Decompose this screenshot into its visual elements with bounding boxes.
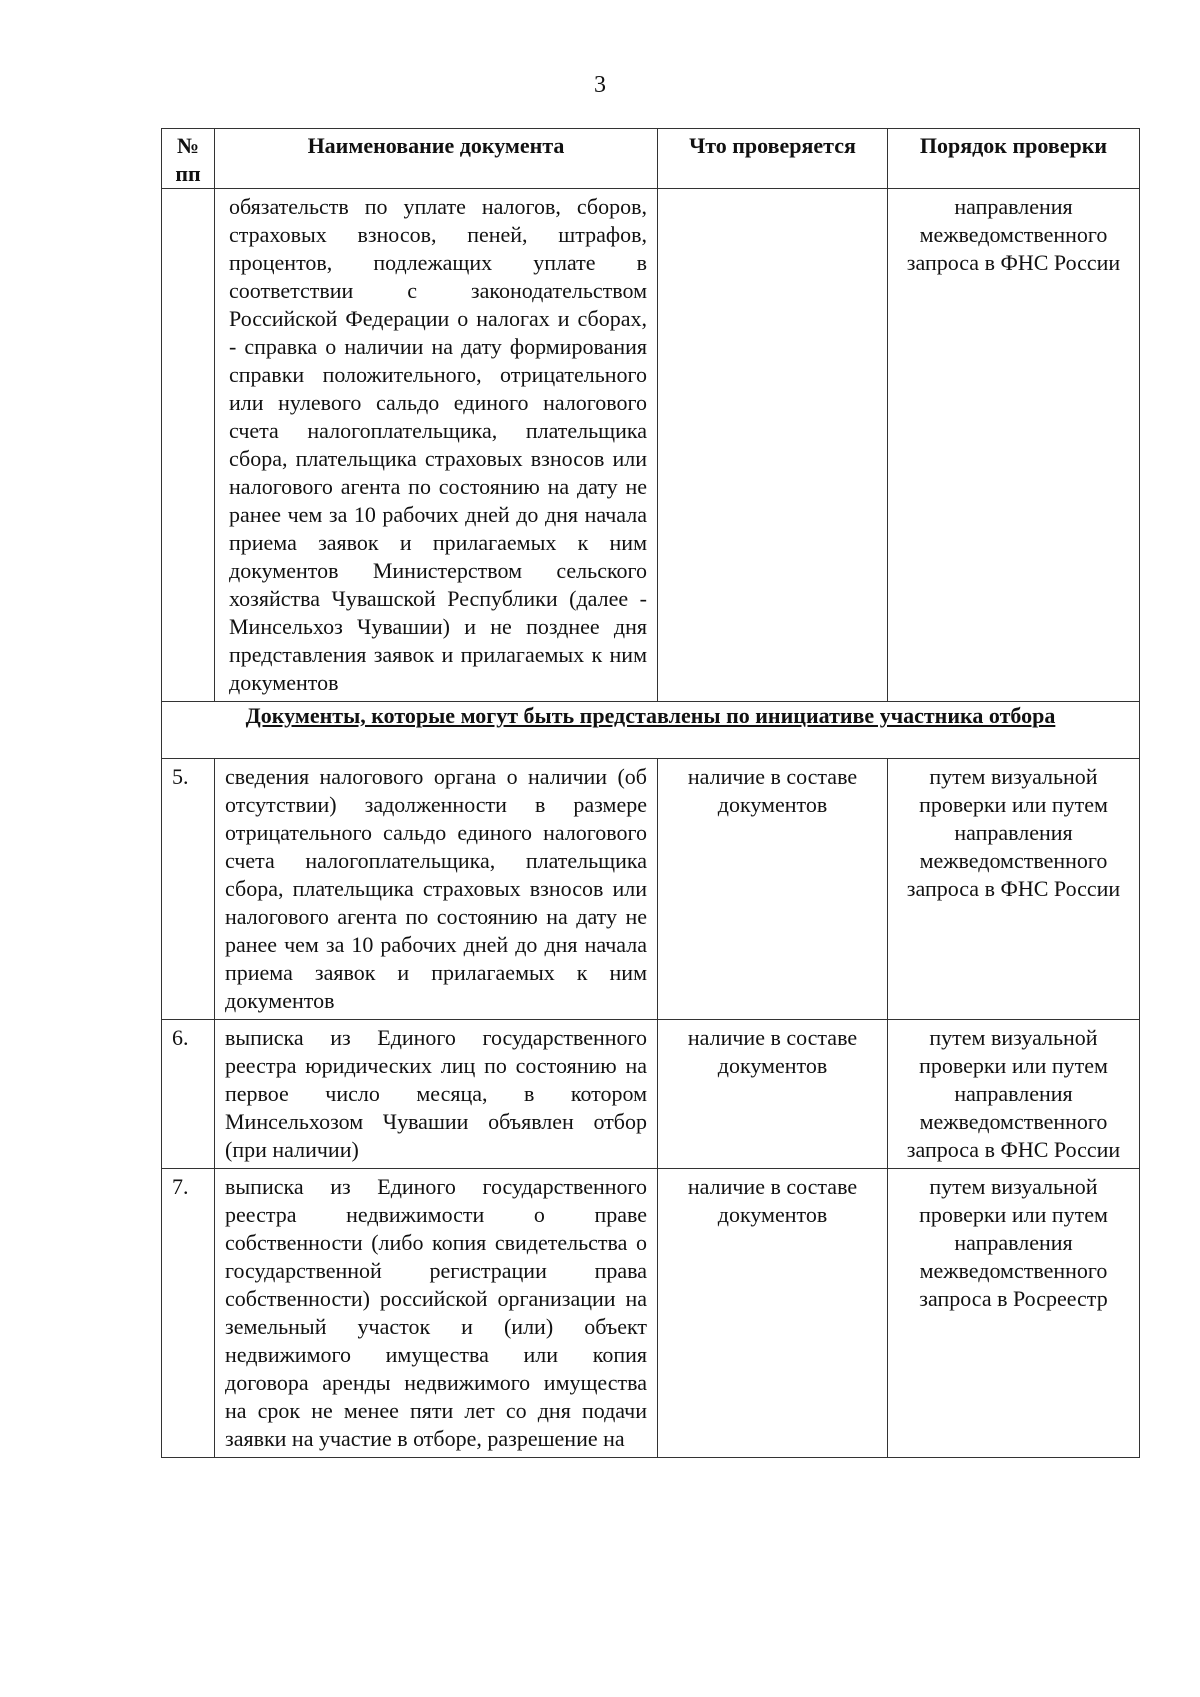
row-check-procedure: путем визуальной проверки или путем направления межведомственного запроса в ФНС России xyxy=(888,759,1140,1020)
section-row xyxy=(162,702,1140,759)
row-document-name: выписка из Единого государственного реестра недвижимости о праве собственности (либо копия свидетельства о государственной регистрации права собственности) российской организации на земельный участок и (или) объект недвижимого имущества или копия договора аренды недвижимого имущества на срок не менее пяти лет со дня подачи заявки на участие в отборе, разрешение на xyxy=(215,1169,658,1458)
table-row xyxy=(162,1169,1140,1458)
document-check-table xyxy=(161,128,1140,1458)
row-what-checked: наличие в составе документов xyxy=(658,1169,888,1458)
row-check-procedure: путем визуальной проверки или путем направления межведомственного запроса в Росреестр xyxy=(888,1169,1140,1458)
row-document-name: выписка из Единого государственного реестра юридических лиц по состоянию на первое число месяца, в котором Минсельхозом Чувашии объявлен отбор (при наличии) xyxy=(215,1020,658,1169)
table-row xyxy=(162,759,1140,1020)
row-number: 5. xyxy=(162,759,215,1020)
header-check-procedure: Порядок проверки xyxy=(888,129,1140,189)
table-header-row xyxy=(162,129,1140,189)
row-what-checked: наличие в составе документов xyxy=(658,1020,888,1169)
header-document-name: Наименование документа xyxy=(215,129,658,189)
table-row xyxy=(162,1020,1140,1169)
row-document-name: обязательств по уплате налогов, сборов, страховых взносов, пеней, штрафов, процентов, подлежащих уплате в соответствии с законодательством Российской Федерации о налогах и сборах, - справка о наличии на дату формирования справки положительного, отрицательного или нулевого сальдо единого налогового счета налогоплательщика, плательщика сбора, плательщика страховых взносов или налогового агента по состоянию на дату не ранее чем за 10 рабочих дней до дня начала приема заявок и прилагаемых к ним документов Министерством сельского хозяйства Чувашской Республики (далее - Минсельхоз Чувашии) и не позднее дня представления заявок и прилагаемых к ним документов xyxy=(215,189,658,702)
row-document-name: сведения налогового органа о наличии (об отсутствии) задолженности в размере отрицательного сальдо единого налогового счета налогоплательщика, плательщика сбора, плательщика страховых взносов или налогового агента по состоянию на дату не ранее чем за 10 рабочих дней до дня начала приема заявок и прилагаемых к ним документов xyxy=(215,759,658,1020)
page-number: 3 xyxy=(594,72,606,98)
header-number: № пп xyxy=(162,129,215,189)
row-number xyxy=(162,189,215,702)
header-what-checked: Что проверяется xyxy=(658,129,888,189)
row-what-checked xyxy=(658,189,888,702)
row-number: 7. xyxy=(162,1169,215,1458)
section-title: Документы, которые могут быть представлены по инициативе участника отбора xyxy=(162,702,1140,759)
row-check-procedure: направления межведомственного запроса в ФНС России xyxy=(888,189,1140,702)
row-what-checked: наличие в составе документов xyxy=(658,759,888,1020)
table-row-continuation xyxy=(162,189,1140,702)
row-check-procedure: путем визуальной проверки или путем направления межведомственного запроса в ФНС России xyxy=(888,1020,1140,1169)
row-number: 6. xyxy=(162,1020,215,1169)
